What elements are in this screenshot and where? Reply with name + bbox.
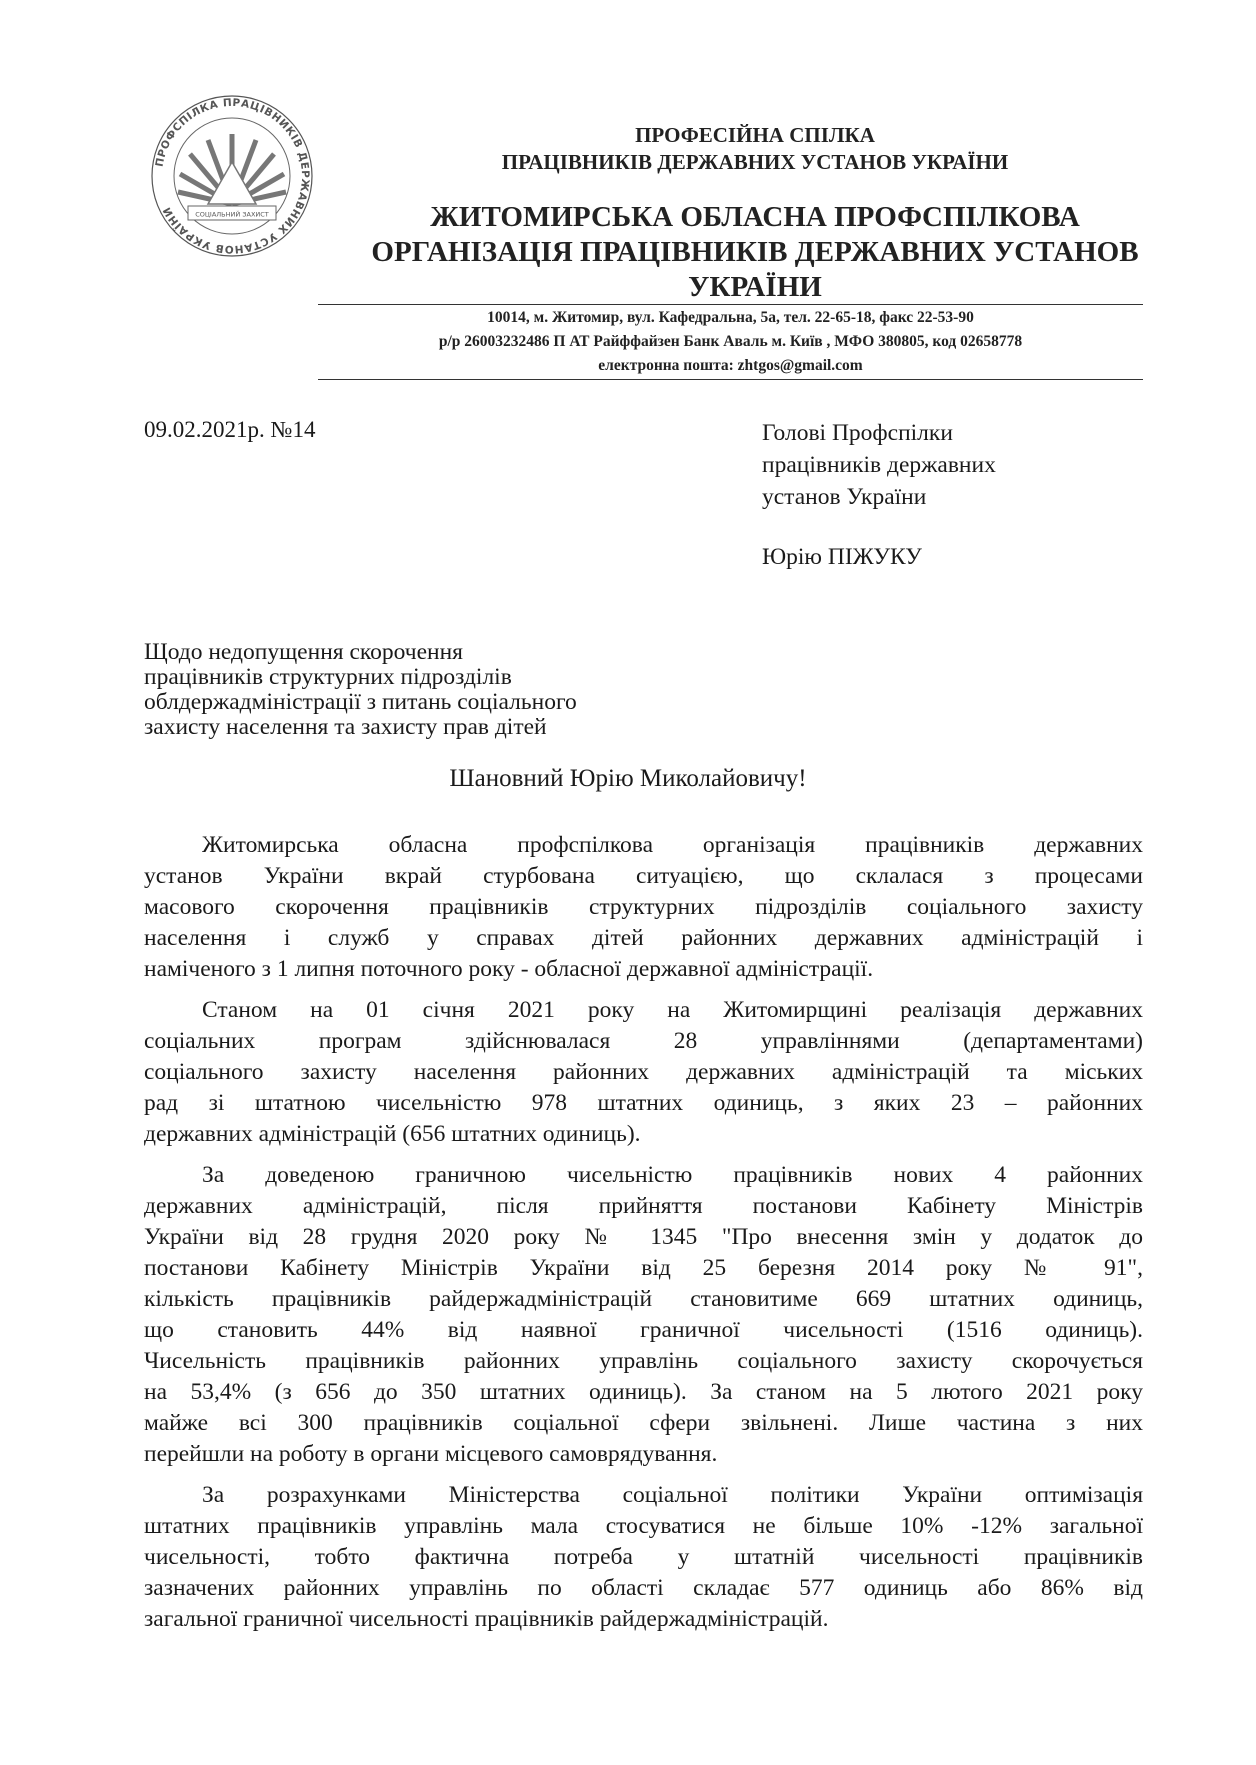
body-line: наміченого з 1 липня поточного року - обласної державної адміністрації. — [144, 956, 874, 982]
body-line: чисельності, тобто фактична потреба у штатній чисельності працівників — [144, 1544, 1143, 1570]
body-line: кількість працівників райдержадміністрацій становитиме 669 штатних одиниць, — [144, 1286, 1143, 1312]
body-line: постанови Кабінету Міністрів України від 25 березня 2014 року № 91", — [144, 1255, 1143, 1281]
body-paragraph-1 — [144, 830, 1143, 985]
body-paragraph-2 — [144, 995, 1143, 1150]
addressee-line3: установ України — [762, 484, 927, 510]
body-line: установ України вкрай стурбована ситуацією, що склалася з процесами — [144, 863, 1143, 889]
body-paragraph-4 — [144, 1480, 1143, 1635]
body-line: що становить 44% від наявної граничної чисельності (1516 одиниць). — [144, 1317, 1143, 1343]
body-line: За розрахунками Міністерства соціальної політики України оптимізація — [202, 1482, 1143, 1508]
letter-date-number: 09.02.2021р. №14 — [144, 417, 316, 442]
addressee-name: Юрію ПІЖУКУ — [762, 544, 922, 570]
organization-name-line2: ОРГАНІЗАЦІЯ ПРАЦІВНИКІВ ДЕРЖАВНИХ УСТАНОВ — [371, 236, 1139, 268]
logo-outer-text: ПРОФСПІЛКА ПРАЦІВНИКІВ ДЕРЖАВНИХ УСТАНОВ УКРАЇНИ — [153, 96, 312, 256]
body-line: Житомирська обласна профспілкова організація працівників державних — [202, 832, 1143, 858]
organization-name — [360, 200, 1150, 305]
body-line: За доведеною граничною чисельністю працівників нових 4 районних — [202, 1162, 1143, 1188]
address-line: 10014, м. Житомир, вул. Кафедральна, 5а, тел. 22-65-18, факс 22-53-90 — [487, 309, 974, 326]
addressee-line2: працівників державних — [762, 452, 996, 478]
subject-line2: працівників структурних підрозділів — [144, 664, 512, 690]
letter-body — [144, 830, 1143, 1645]
union-logo — [148, 92, 316, 260]
subject-line4: захисту населення та захисту прав дітей — [144, 714, 547, 740]
body-line: України від 28 грудня 2020 року № 1345 "Про внесення змін у додаток до — [144, 1224, 1143, 1250]
body-line: на 53,4% (з 656 до 350 штатних одиниць). За станом на 5 лютого 2021 року — [144, 1379, 1143, 1405]
email-line: електронна пошта: zhtgos@gmail.com — [598, 357, 863, 374]
union-name-line2: ПРАЦІВНИКІВ ДЕРЖАВНИХ УСТАНОВ УКРАЇНИ — [501, 150, 1009, 174]
organization-name-line1: ЖИТОМИРСЬКА ОБЛАСНА ПРОФСПІЛКОВА — [430, 201, 1080, 233]
bank-details-line: р/р 26003232486 П АТ Райффайзен Банк Аваль м. Київ , МФО 380805, код 02658778 — [438, 333, 1023, 350]
body-line: майже всі 300 працівників соціальної сфери звільнені. Лише частина з них — [144, 1410, 1143, 1436]
body-line: перейшли на роботу в органи місцевого самоврядування. — [144, 1441, 718, 1467]
body-line: штатних працівників управлінь мала стосуватися не більше 10% -12% загальної — [144, 1513, 1143, 1539]
contact-details — [318, 306, 1143, 378]
subject-line3: облдержадміністрації з питань соціального — [144, 689, 577, 715]
body-line: масового скорочення працівників структурних підрозділів соціального захисту — [144, 894, 1143, 920]
body-line: соціальних програм здійснювалася 28 управліннями (департаментами) — [144, 1028, 1143, 1054]
letter-subject — [144, 640, 704, 740]
body-line: державних адміністрацій, після прийняття постанови Кабінету Міністрів — [144, 1193, 1143, 1219]
logo-inner-text: СОЦІАЛЬНИЙ ЗАХИСТ — [195, 210, 269, 219]
body-line: Станом на 01 січня 2021 року на Житомирщині реалізація державних — [202, 997, 1143, 1023]
union-name — [440, 122, 1070, 176]
salutation: Шановний Юрію Миколайовичу! — [449, 765, 807, 792]
header-divider-bottom — [318, 379, 1143, 380]
body-paragraph-3 — [144, 1160, 1143, 1470]
body-line: рад зі штатною чисельністю 978 штатних одиниць, з яких 23 – районних — [144, 1090, 1143, 1116]
body-line: соціального захисту населення районних державних адміністрацій та міських — [144, 1059, 1143, 1085]
body-line: населення і служб у справах дітей районних державних адміністрацій і — [144, 925, 1143, 951]
body-line: загальної граничної чисельності працівників райдержадміністрацій. — [144, 1606, 829, 1632]
union-name-line1: ПРОФЕСІЙНА СПІЛКА — [635, 123, 875, 147]
subject-line1: Щодо недопущення скорочення — [144, 639, 463, 665]
addressee-block — [762, 417, 996, 573]
header-divider-top — [318, 304, 1143, 305]
body-line: державних адміністрацій (656 штатних одиниць). — [144, 1121, 641, 1147]
body-line: зазначених районних управлінь по області складає 577 одиниць або 86% від — [144, 1575, 1143, 1601]
organization-name-line3: УКРАЇНИ — [688, 271, 822, 303]
addressee-line1: Голові Профспілки — [762, 420, 953, 446]
body-line: Чисельність працівників районних управлінь соціального захисту скорочується — [144, 1348, 1143, 1374]
